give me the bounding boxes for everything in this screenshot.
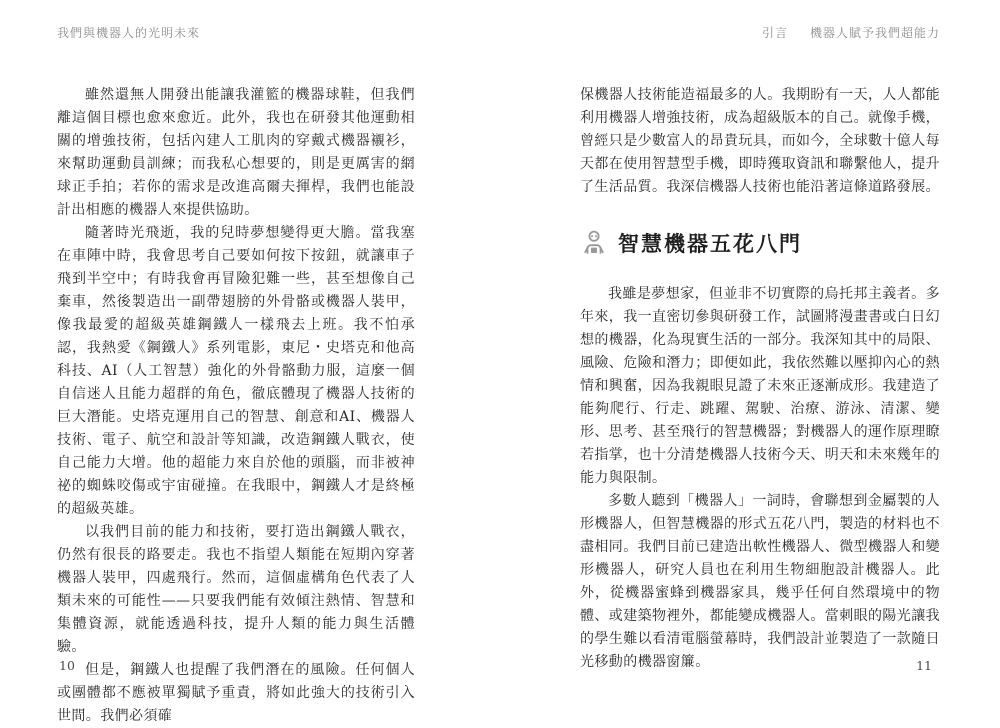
left-page-body	[57, 84, 415, 728]
paragraph: 雖然還無人開發出能讓我灌籃的機器球鞋，但我們離這個目標也愈來愈近。此外，我也在研發其他運動相關的增強技術，包括內建人工肌肉的穿戴式機器襯衫，來幫助運動員訓練；而我私心想要的，則是更厲害的網球正手拍；若你的需求是改進高爾夫揮桿，我們也能設計出相應的機器人來提供協助。	[57, 87, 415, 218]
paragraph: 多數人聽到「機器人」一詞時，會聯想到金屬製的人形機器人，但智慧機器的形式五花八門，製造的材料也不盡相同。我們目前已建造出軟性機器人、微型機器人和變形機器人，研究人員也在利用生物細胞設計機器人。此外，從機器蜜蜂到機器家具，幾乎任何自然環境中的物體、或建築物裡外，都能變成機器人。當刺眼的陽光讓我的學生難以看清電腦螢幕時，我們設計並製造了一款隨日光移動的機器窗簾。	[580, 493, 940, 670]
right-page	[580, 0, 940, 706]
chapter-label: 引言	[761, 26, 788, 40]
paragraph: 保機器人技術能造福最多的人。我期盼有一天，人人都能利用機器人增強技術，成為超級版本的自己。就像手機，曾經只是少數富人的昂貴玩具，而如今，全球數十億人每天都在使用智慧型手機，即時獲取資訊和聯繫他人，提升了生活品質。我深信機器人技術也能沿著這條道路發展。	[580, 87, 940, 195]
paragraph: 但是，鋼鐵人也提醒了我們潛在的風險。任何個人或團體都不應被單獨賦予重責，將如此強大的技術引入世間。我們必須確	[57, 662, 415, 724]
left-page-number: 10	[59, 658, 75, 673]
paragraph: 以我們目前的能力和技術，要打造出鋼鐵人戰衣，仍然有很長的路要走。我也不指望人類能在短期內穿著機器人裝甲，四處飛行。然而，這個虛構角色代表了人類未來的可能性——只要我們能有效傾注熱情、智慧和集體資源，就能透過科技，提升人類的能力與生活體驗。	[57, 524, 415, 655]
paragraph: 隨著時光飛逝，我的兒時夢想變得更大膽。當我塞在車陣中時，我會思考自己要如何按下按鈕，就讓車子飛到半空中；有時我會再冒險犯難一些，甚至想像自己棄車，然後製造出一副帶翅膀的外骨骼或機器人裝甲，像我最愛的超級英雄鋼鐵人一樣飛去上班。我不怕承認，我熱愛《鋼鐵人》系列電影，東尼・史塔克和他高科技、AI（人工智慧）強化的外骨骼動力服，這麼一個自信迷人且能力超群的角色，徹底體現了機器人技術的巨大潛能。史塔克運用自己的智慧、創意和AI、機器人技術、電子、航空和設計等知識，改造鋼鐵人戰衣，使自己能力大增。他的超能力來自於他的頭腦，而非被神祕的蜘蛛咬傷或宇宙碰撞。在我眼中，鋼鐵人才是終極的超級英雄。	[57, 225, 415, 517]
chapter-title: 機器人賦予我們超能力	[809, 26, 940, 40]
left-page	[57, 0, 415, 724]
section-heading	[580, 227, 940, 259]
right-page-number: 11	[916, 658, 932, 673]
section-title: 智慧機器五花八門	[618, 232, 802, 256]
robot-icon	[580, 229, 608, 257]
right-running-head	[580, 24, 940, 41]
right-page-body	[580, 84, 940, 674]
left-running-head: 我們與機器人的光明未來	[57, 26, 201, 40]
paragraph: 我雖是夢想家，但並非不切實際的烏托邦主義者。多年來，我一直密切參與研發工作，試圖將漫畫書或白日幻想的機器，化為現實生活的一部分。我深知其中的局限、風險、危險和潛力；即便如此，我依然難以壓抑內心的熱情和興奮，因為我親眼見證了未來正逐漸成形。我建造了能夠爬行、行走、跳躍、駕駛、治療、游泳、清潔、變形、思考、甚至飛行的智慧機器；對機器人的運作原理瞭若指掌，也十分清楚機器人技術今天、明天和未來幾年的能力與限制。	[580, 286, 940, 486]
